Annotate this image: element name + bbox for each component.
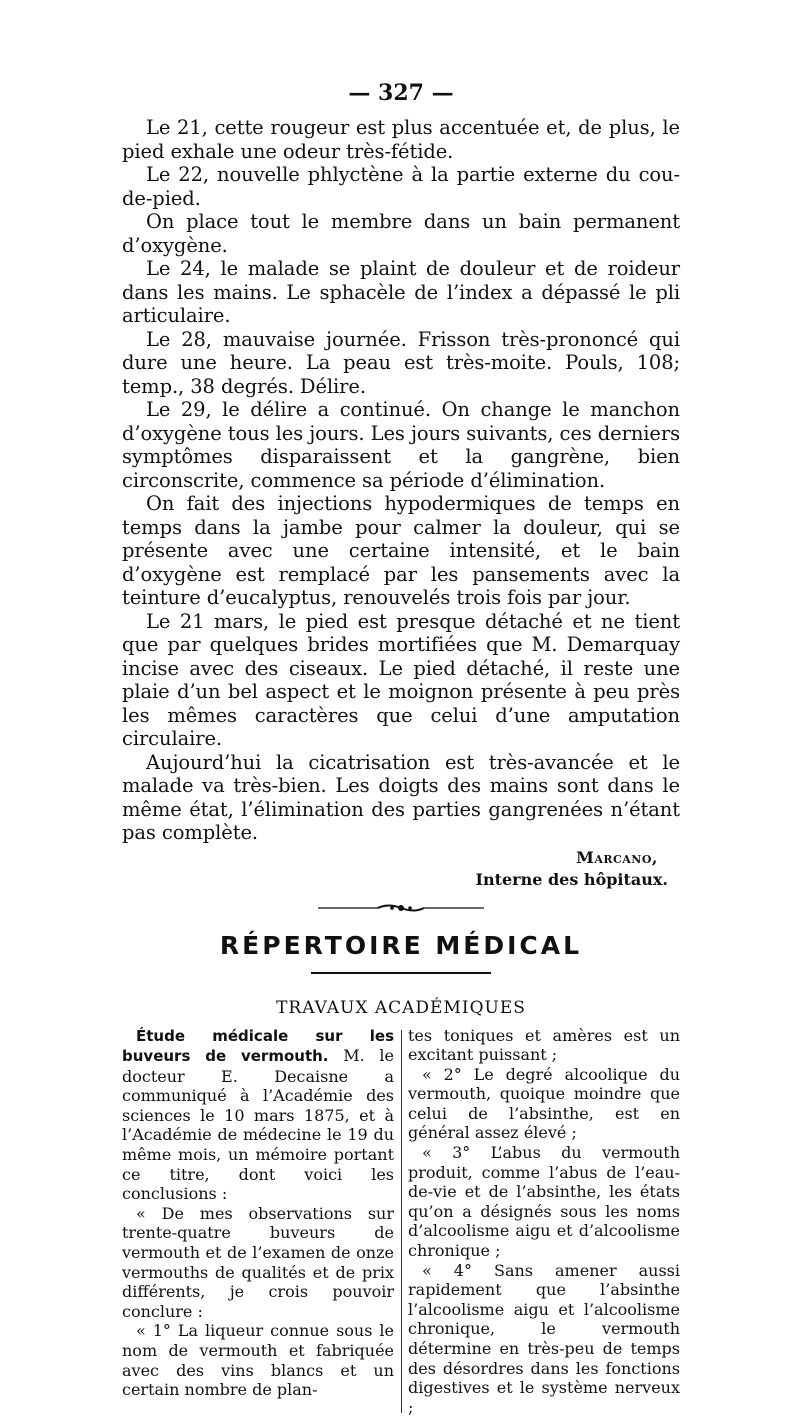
ornament-divider <box>122 903 680 913</box>
article-paragraph: Étude médicale sur les buveurs de vermouth. M. le docteur E. Decaisne a communiqué à l’Académie des sciences le 10 mars 1875, et à l’Académie de médecine le 19 du même mois, un mémoire portant ce titre, dont voici les conclusions : <box>122 1026 394 1204</box>
page-number: — 327 — <box>122 80 680 106</box>
paragraph: Aujourd’hui la cicatrisation est très-avancée et le malade va très-bien. Les doigts des mains sont dans le même état, l’élimination des parties gangrenées n’étant pas complète. <box>122 751 680 845</box>
article-paragraph: « 1° La liqueur connue sous le nom de vermouth et fabriquée avec des vins blancs et un certain nombre de plan- <box>122 1321 394 1399</box>
two-column-article <box>122 1026 680 1417</box>
article-paragraph: « 3° L’abus du vermouth produit, comme l’abus de l’eau-de-vie et de l’absinthe, les états qu’on a désignés sous les noms d’alcoolisme aigu et d’alcoolisme chronique ; <box>408 1143 680 1261</box>
article-paragraph: « De mes observations sur trente-quatre buveurs de vermouth et de l’examen de onze vermouths de qualités et de prix différents, je crois pouvoir conclure : <box>122 1204 394 1322</box>
ornament-icon <box>316 903 486 913</box>
section-divider <box>311 972 491 974</box>
case-report-text <box>122 116 680 845</box>
paragraph: Le 28, mauvaise journée. Frisson très-prononcé qui dure une heure. La peau est très-moite. Pouls, 108; temp., 38 degrés. Délire. <box>122 328 680 399</box>
author-name: Marcano, <box>122 847 658 869</box>
paragraph: Le 21 mars, le pied est presque détaché et ne tient que par quelques brides mortifiées que M. Demarquay incise avec des ciseaux. Le pied détaché, il reste une plaie d’un bel aspect et le moignon présente à peu près les mêmes caractères que celui d’une amputation circulaire. <box>122 610 680 751</box>
article-paragraph: « 4° Sans amener aussi rapidement que l’absinthe l’alcoolisme aigu et l’alcoolisme chronique, le vermouth détermine en très-peu de temps des désordres dans les fonctions digestives et le système nerveux ; <box>408 1261 680 1417</box>
paragraph: On place tout le membre dans un bain permanent d’oxygène. <box>122 210 680 257</box>
paragraph: Le 24, le malade se plaint de douleur et de roideur dans les mains. Le sphacèle de l’index a dépassé le pli articulaire. <box>122 257 680 328</box>
paragraph: Le 29, le délire a continué. On change le manchon d’oxygène tous les jours. Les jours suivants, ces derniers symptômes disparaissent et la gangrène, bien circonscrite, commence sa période d’élimination. <box>122 398 680 492</box>
paragraph: Le 22, nouvelle phlyctène à la partie externe du cou-de-pied. <box>122 163 680 210</box>
article-paragraph: tes toniques et amères est un excitant puissant ; <box>408 1026 680 1065</box>
subsection-title: TRAVAUX ACADÉMIQUES <box>122 998 680 1018</box>
paragraph: On fait des injections hypodermiques de temps en temps dans la jambe pour calmer la douleur, qui se présente avec une certaine intensité, et le bain d’oxygène est remplacé par les pansements avec la teinture d’eucalyptus, renouvelés trois fois par jour. <box>122 492 680 610</box>
paragraph: Le 21, cette rougeur est plus accentuée et, de plus, le pied exhale une odeur très-fétide. <box>122 116 680 163</box>
article-paragraph: « 2° Le degré alcoolique du vermouth, quoique moindre que celui de l’absinthe, est en général assez élevé ; <box>408 1065 680 1143</box>
author-role: Interne des hôpitaux. <box>122 869 668 891</box>
left-column <box>122 1026 394 1417</box>
section-title: RÉPERTOIRE MÉDICAL <box>122 931 680 960</box>
signature-block <box>122 847 680 891</box>
article-heading: Étude médicale sur les buveurs de vermouth. <box>122 1027 394 1066</box>
document-page <box>122 80 680 1417</box>
right-column <box>408 1026 680 1417</box>
column-divider <box>401 1030 402 1414</box>
